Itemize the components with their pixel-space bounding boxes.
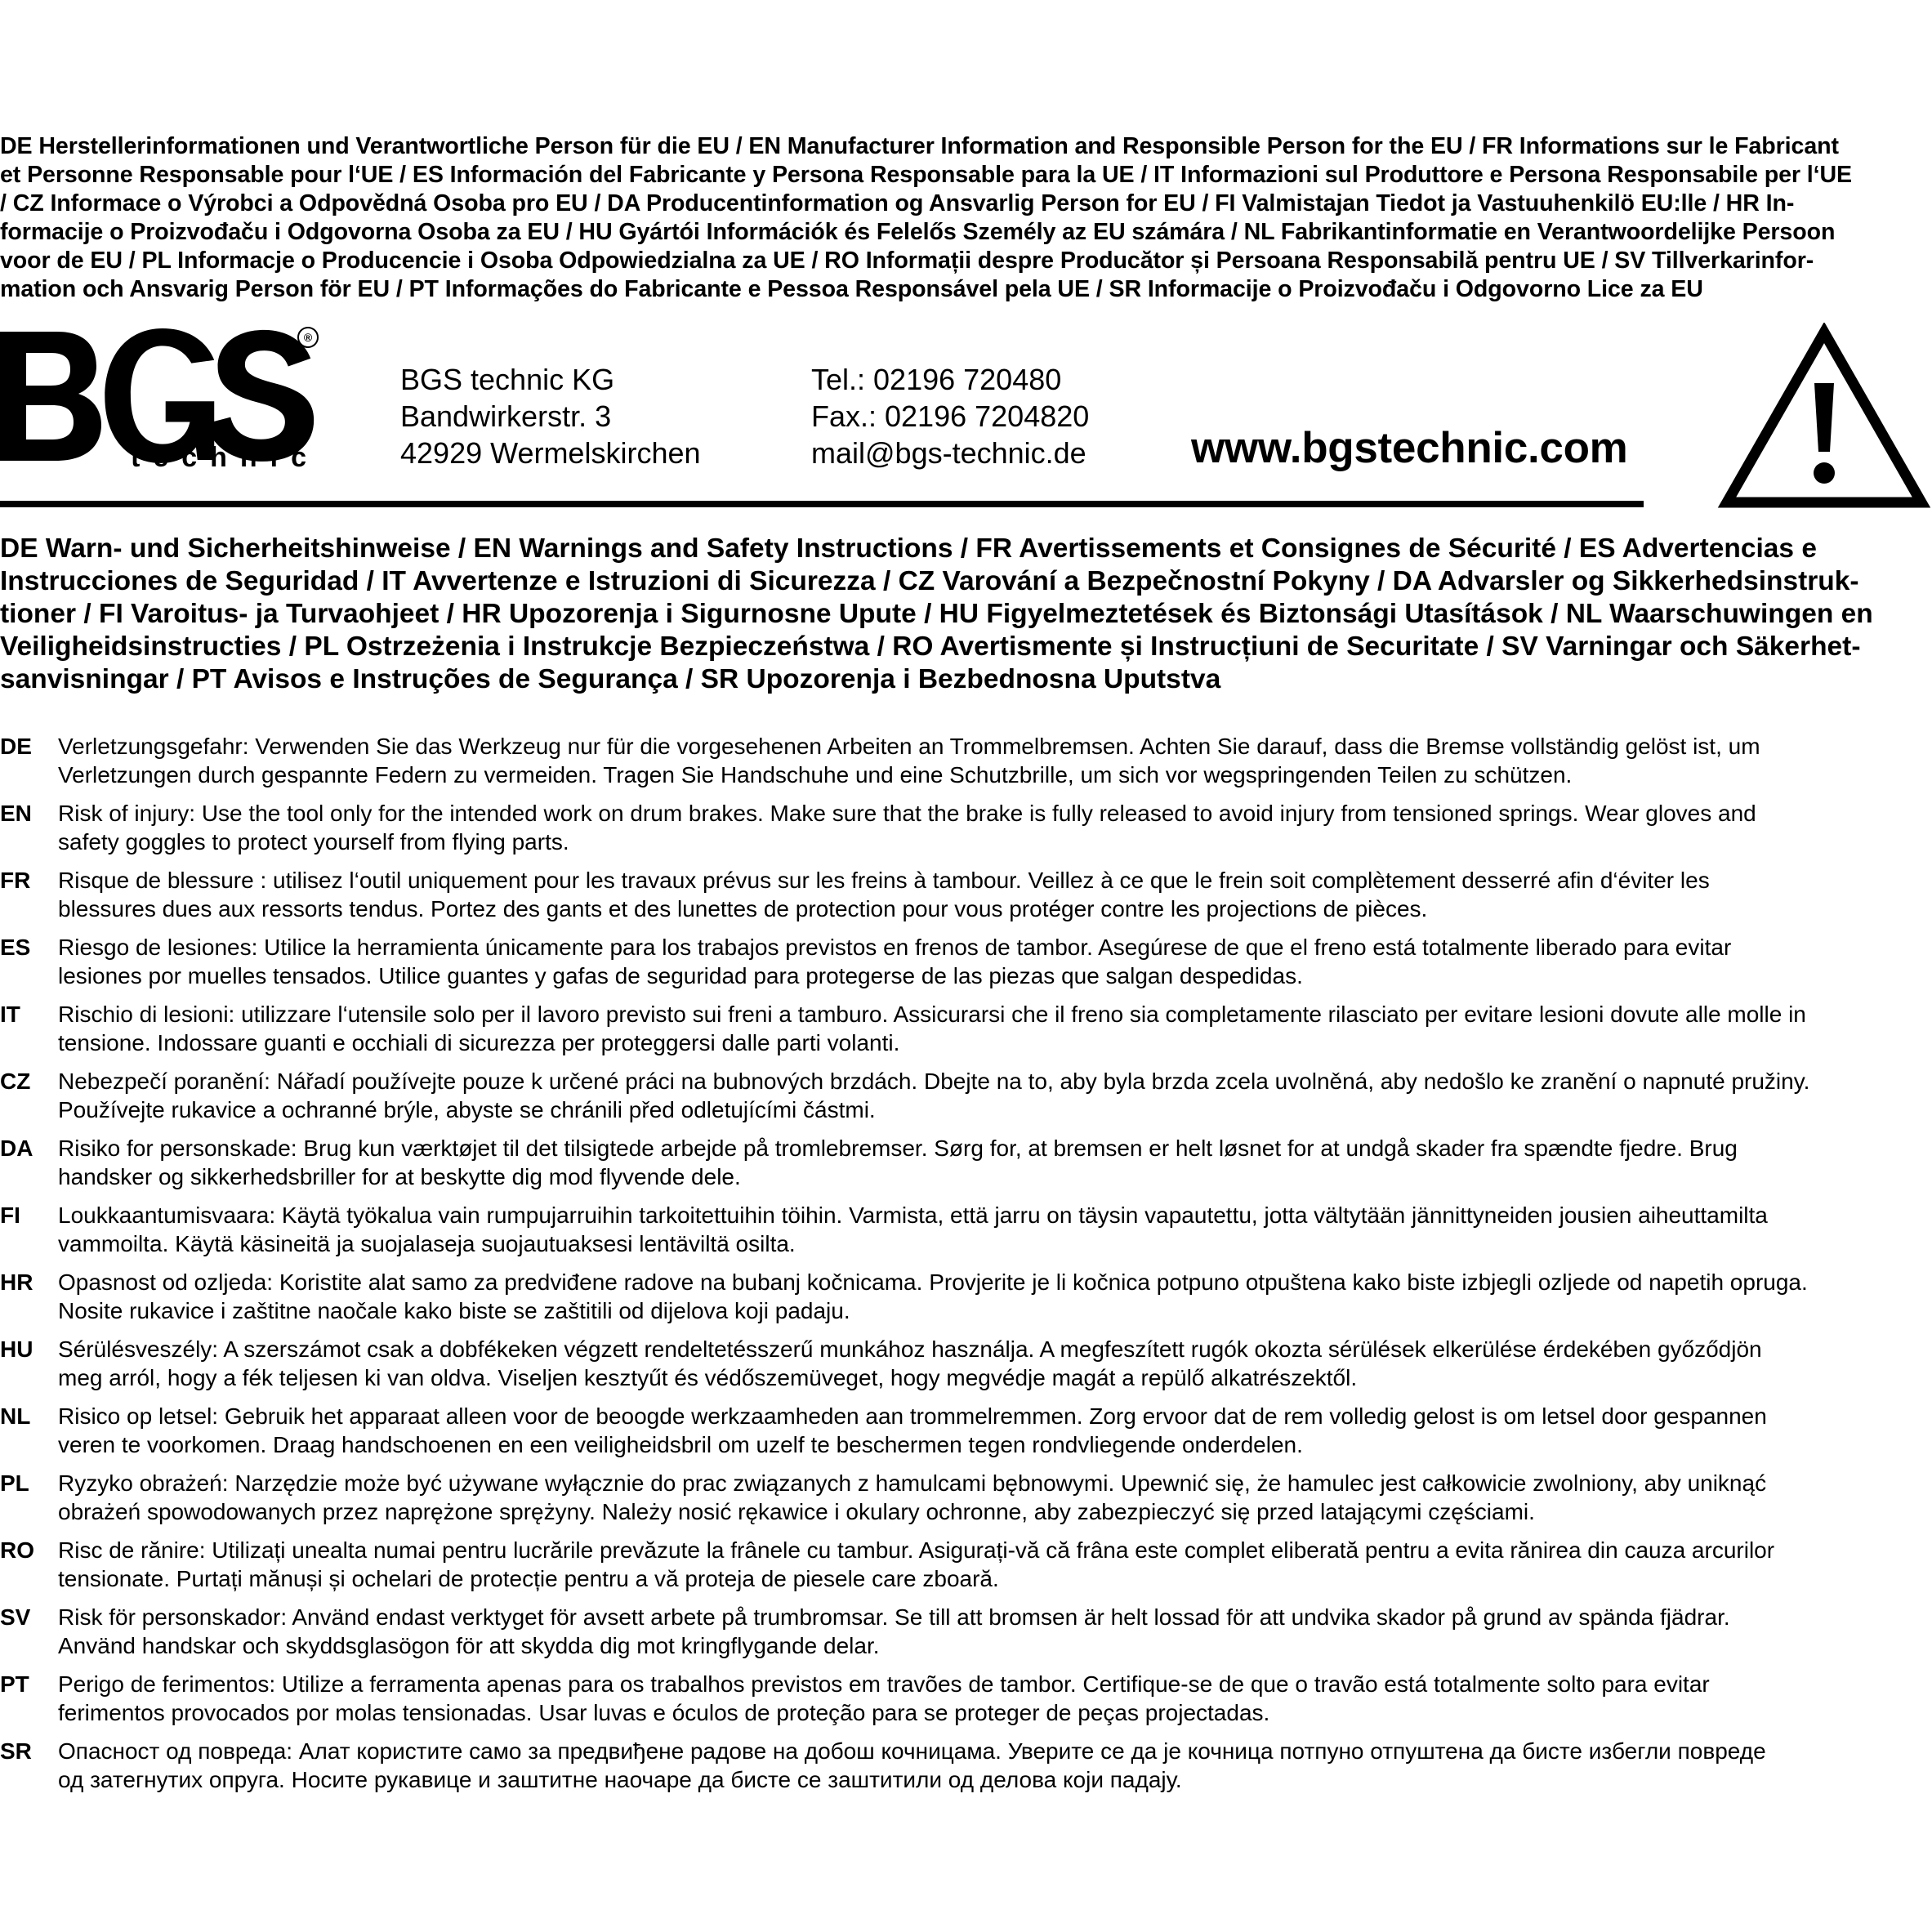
heading-line: Veiligheidsinstructies / PL Ostrzeżenia i Instrukcje Bezpieczeństwa / RO Avertismente și Instrucțiuni de Securitate / SV Varningar och Säkerhet- [0, 631, 1861, 662]
text-line: Verletzungen durch gespannte Federn zu vermeiden. Tragen Sie Handschuhe und eine Schutzbrille, um sich vor wegspringenden Teilen zu schützen. [58, 762, 1573, 788]
text-line: Risico op letsel: Gebruik het apparaat alleen voor de beoogde werkzaamheden aan trommelremmen. Zorg ervoor dat de rem volledig gelost is om letsel door gespannen [58, 1403, 1767, 1429]
list-item [0, 1201, 1932, 1268]
text-line: meg arról, hogy a fék teljesen ki van oldva. Viseljen kesztyűt és védőszemüveget, hogy megvédje magát a repülő alkatrészektől. [58, 1365, 1358, 1390]
telephone: Tel.: 02196 720480 [811, 363, 1062, 396]
text-line: Använd handskar och skyddsglasögon för att skydda dig mot kringflygande delar. [58, 1633, 880, 1658]
text-line: Sérülésveszély: A szerszámot csak a dobfékeken végzett rendeltetésszerű munkához használja. A megfeszített rugók okozta sérülések elkerülése érdekében győződjön [58, 1336, 1762, 1362]
list-item [0, 933, 1932, 1000]
language-code: IT [0, 1002, 20, 1027]
list-item [0, 1000, 1932, 1067]
text-line: Risque de blessure : utilisez l‘outil uniquement pour les travaux prévus sur les freins à tambour. Veillez à ce que le frein soit complètement desserré afin d‘éviter les [58, 868, 1710, 893]
text-line: Riesgo de lesiones: Utilice la herramienta únicamente para los trabajos previstos en frenos de tambor. Asegúrese de que el freno está totalmente liberado para evitar [58, 935, 1732, 960]
company-address [400, 361, 701, 471]
language-code: CZ [0, 1069, 31, 1094]
text-line: Risiko for personskade: Brug kun værktøjet til det tilsigtede arbejde på tromlebremser. Sørg for, at bremsen er helt løsnet for at undgå skader fra spændte fjedre. Brug [58, 1136, 1738, 1161]
company-name: BGS technic KG [400, 363, 615, 396]
city: 42929 Wermelskirchen [400, 436, 701, 470]
list-item [0, 1335, 1932, 1402]
text-line: од затегнутих опруга. Носите рукавице и заштитне наочаре да бисте се заштитили од делова који падају. [58, 1767, 1182, 1792]
email-link[interactable]: mail@bgs-technic.de [811, 436, 1086, 470]
text-line: Rischio di lesioni: utilizzare l‘utensile solo per il lavoro previsto sui freni a tamburo. Assicurarsi che il freno sia completamente rilasciato per evitare lesioni dovute alle molle in [58, 1002, 1806, 1027]
language-code: HR [0, 1269, 33, 1295]
instruction-text [58, 1000, 1806, 1057]
safety-instructions-list [0, 732, 1932, 1804]
language-code: ES [0, 935, 31, 960]
instruction-text [58, 866, 1710, 923]
instruction-text [58, 799, 1756, 856]
list-item [0, 1134, 1932, 1201]
text-line: Risk för personskador: Använd endast verktyget för avsett arbete på trumbromsar. Se till att bromsen är helt lossad för att undvika skador på grund av spända fjädrar. [58, 1604, 1730, 1630]
language-code: SV [0, 1604, 31, 1630]
heading-line: DE Warn- und Sicherheitshinweise / EN Warnings and Safety Instructions / FR Avertissements et Consignes de Sécurité / ES Advertencias e [0, 533, 1817, 564]
text-line: veren te voorkomen. Draag handschoenen en een veiligheidsbril om uzelf te beschermen tegen rondvliegende onderdelen. [58, 1432, 1303, 1457]
list-item [0, 866, 1932, 933]
text-line: Loukkaantumisvaara: Käytä työkalua vain rumpujarruihin tarkoitettuihin töihin. Varmista, että jarru on täysin vapautettu, jotta vältytään jännittyneiden jousien aiheuttamilta [58, 1202, 1768, 1228]
text-line: Опасност од повреда: Алат користите само за предвиђене радове на добош кочницама. Уверите се да је кочница потпуно отпуштена да бисте избегли повреде [58, 1738, 1766, 1764]
warning-triangle-icon [1717, 323, 1931, 511]
text-line: obrażeń spowodowanych przez naprężone sprężyny. Należy nosić rękawice i okulary ochronne, aby zabezpieczyć się przed latającymi częściami. [58, 1499, 1535, 1524]
language-code: DA [0, 1136, 33, 1161]
list-item [0, 1067, 1932, 1134]
logo-subtitle: technic [131, 442, 320, 473]
heading-line: DE Herstellerinformationen und Verantwortliche Person für die EU / EN Manufacturer Information and Responsible Person for the EU / FR Informations sur le Fabricant [0, 133, 1839, 159]
list-item [0, 1603, 1932, 1670]
language-code: HU [0, 1336, 33, 1362]
language-code: SR [0, 1738, 32, 1764]
instruction-text [58, 1201, 1768, 1258]
instruction-text [58, 933, 1731, 990]
text-line: tensione. Indossare guanti e occhiali di sicurezza per proteggersi dalle parti volanti. [58, 1030, 900, 1055]
heading-line: formacije o Proizvođaču i Odgovorna Osoba za EU / HU Gyártói Információk és Felelős Személy az EU számára / NL Fabrikantinformatie en Verantwoordelijke Persoon [0, 219, 1836, 245]
website-link[interactable]: www.bgstechnic.com [1191, 424, 1628, 472]
text-line: vammoilta. Käytä käsineitä ja suojalaseja suojautuaksesi lentäviltä osilta. [58, 1231, 796, 1256]
text-line: safety goggles to protect yourself from flying parts. [58, 829, 569, 854]
text-line: handsker og sikkerhedsbriller for at beskytte dig mod flyvende dele. [58, 1164, 741, 1189]
list-item [0, 732, 1932, 799]
instruction-text [58, 1067, 1809, 1124]
heading-line: tioner / FI Varoitus- ja Turvaohjeet / HR Upozorenja i Sigurnosne Upute / HU Figyelmeztetések és Biztonsági Utasítások / NL Waarschuwingen en [0, 599, 1873, 629]
language-code: PL [0, 1470, 29, 1496]
language-code: PT [0, 1671, 29, 1697]
instruction-text [58, 1469, 1766, 1526]
text-line: Nosite rukavice i zaštitne naočale kako biste se zaštitili od dijelova koji padaju. [58, 1298, 850, 1323]
language-code: FR [0, 868, 31, 893]
instruction-text [58, 1134, 1738, 1191]
divider [0, 501, 1644, 507]
text-line: blessures dues aux ressorts tendus. Portez des gants et des lunettes de protection pour vous protéger contre les projections de pièces. [58, 896, 1428, 921]
heading-line: et Personne Responsable pour l‘UE / ES Información del Fabricante y Persona Responsable para la UE / IT Informazioni sul Produttore e Persona Responsabile per l‘UE [0, 162, 1852, 188]
instruction-text [58, 1536, 1774, 1593]
text-line: Nebezpečí poranění: Nářadí používejte pouze k určené práci na bubnových brzdách. Dbejte na to, aby byla brzda zcela uvolněná, aby nedošlo ke zranění o napnuté pružiny. [58, 1069, 1810, 1094]
instruction-text [58, 1268, 1808, 1325]
company-contact [811, 361, 1089, 471]
fax: Fax.: 02196 7204820 [811, 399, 1090, 433]
language-code: NL [0, 1403, 31, 1429]
text-line: Používejte rukavice a ochranné brýle, abyste se chránili před odletujícími částmi. [58, 1097, 876, 1122]
text-line: Opasnost od ozljeda: Koristite alat samo za predviđene radove na bubanj kočnicama. Provjerite je li kočnica potpuno otpuštena kako biste izbjegli ozljede od napetih opruga. [58, 1269, 1808, 1295]
text-line: Risc de rănire: Utilizați unealta numai pentru lucrările prevăzute la frânele cu tambur. Asigurați-vă că frâna este complet eliberată pentru a evita rănirea din cauza arcurilor [58, 1537, 1775, 1563]
language-code: EN [0, 801, 32, 826]
heading-line: voor de EU / PL Informacje o Producencie i Osoba Odpowiedzialna za UE / RO Informații despre Producător și Persoana Responsabilă pentru UE / SV Tillverkarinfor- [0, 248, 1814, 274]
list-item [0, 1536, 1932, 1603]
text-line: Ryzyko obrażeń: Narzędzie może być używane wyłącznie do prac związanych z hamulcami bębnowymi. Upewnić się, że hamulec jest całkowicie zwolniony, aby uniknąć [58, 1470, 1767, 1496]
instruction-text [58, 732, 1760, 789]
list-item [0, 1469, 1932, 1536]
text-line: Risk of injury: Use the tool only for the intended work on drum brakes. Make sure that the brake is fully released to avoid injury from tensioned springs. Wear gloves and [58, 801, 1756, 826]
list-item [0, 1268, 1932, 1335]
registered-trademark-icon: ® [297, 327, 319, 348]
heading-line: sanvisningar / PT Avisos e Instruções de Segurança / SR Upozorenja i Bezbednosna Uputstva [0, 664, 1221, 694]
heading-line: / CZ Informace o Výrobci a Odpovědná Osoba pro EU / DA Producentinformation og Ansvarlig Person for EU / FI Valmistajan Tiedot ja Vastuuhenkilö EU:lle / HR In- [0, 190, 1795, 216]
instruction-text [58, 1670, 1710, 1727]
warnings-heading [0, 533, 1932, 696]
heading-line: mation och Ansvarig Person för EU / PT Informações do Fabricante e Pessoa Responsável pela UE / SR Informacije o Proizvođaču i Odgovorno Lice za EU [0, 276, 1703, 302]
text-line: lesiones por muelles tensados. Utilice guantes y gafas de seguridad para protegerse de las piezas que salgan despedidas. [58, 963, 1303, 988]
text-line: ferimentos provocados por molas tensionadas. Usar luvas e óculos de proteção para se proteger de peças projectadas. [58, 1700, 1270, 1725]
language-code: FI [0, 1202, 20, 1228]
instruction-text [58, 1402, 1767, 1459]
language-code: RO [0, 1537, 34, 1563]
instruction-text [58, 1737, 1766, 1794]
text-line: tensionate. Purtați mănuși și ochelari de protecție pentru a vă proteja de piesele care zboară. [58, 1566, 999, 1591]
language-code: DE [0, 734, 32, 759]
manufacturer-info-heading [0, 132, 1932, 304]
instruction-text [58, 1335, 1762, 1392]
list-item [0, 1402, 1932, 1469]
list-item [0, 1670, 1932, 1737]
text-line: Verletzungsgefahr: Verwenden Sie das Werkzeug nur für die vorgesehenen Arbeiten an Trommelbremsen. Achten Sie darauf, dass die Bremse vollständig gelöst ist, um [58, 734, 1760, 759]
list-item [0, 1737, 1932, 1804]
text-line: Perigo de ferimentos: Utilize a ferramenta apenas para os trabalhos previstos em travões de tambor. Certifique-se de que o travão está totalmente solto para evitar [58, 1671, 1710, 1697]
instruction-text [58, 1603, 1730, 1660]
street: Bandwirkerstr. 3 [400, 399, 612, 433]
list-item [0, 799, 1932, 866]
heading-line: Instrucciones de Seguridad / IT Avvertenze e Istruzioni di Sicurezza / CZ Varování a Bezpečnostní Pokyny / DA Advarsler og Sikkerhedsinstruk- [0, 566, 1859, 596]
